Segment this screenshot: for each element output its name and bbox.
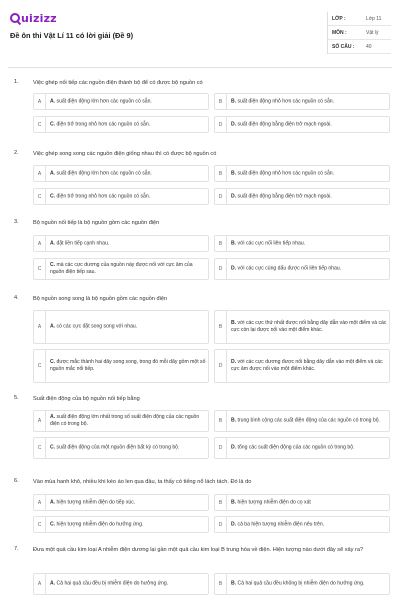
question-text: Bộ nguồn song song là bộ nguồn gồm các nguồn điện	[33, 296, 168, 302]
option-letter: A	[34, 411, 46, 431]
question-number: 1.	[14, 79, 19, 85]
meta-row-count: SỐ CÂU : 40	[328, 40, 391, 54]
option-letter: C	[34, 189, 46, 204]
option-text: D. cả ba hiện tượng nhiễm điện nêu trên.	[231, 521, 325, 527]
option-b[interactable]	[214, 165, 390, 182]
option-text: A. có các cực đặt song song với nhau.	[50, 323, 138, 330]
option-text: A. Cả hai quả cầu đều bị nhiễm điện do hưởng ứng.	[50, 580, 169, 587]
option-text: C. suất điện động của một nguồn điện bất kỳ có trong bộ.	[50, 444, 180, 451]
option-d[interactable]	[214, 437, 390, 459]
option-a[interactable]	[33, 93, 209, 110]
option-letter: C	[34, 117, 46, 132]
logo-q-icon	[10, 13, 20, 23]
meta-row-class: LỚP : Lớp 11	[328, 12, 391, 26]
meta-row-subject: MÔN : Vật lý	[328, 26, 391, 40]
question-number: 7.	[14, 546, 19, 552]
option-c[interactable]	[33, 349, 209, 383]
option-letter: B	[215, 574, 227, 594]
option-letter: C	[34, 517, 46, 532]
logo-text: uizizz	[21, 12, 57, 25]
option-d[interactable]	[214, 349, 390, 383]
quizizz-logo	[10, 12, 57, 25]
option-text: C. mà các cực dương của nguồn này được nối với cực âm của nguồn điện tiếp sau.	[50, 262, 193, 275]
option-d[interactable]	[214, 516, 390, 533]
worksheet-header	[0, 0, 400, 68]
option-b[interactable]	[214, 93, 390, 110]
option-text: C. điện trở trong nhỏ hơn các nguồn có sẵn.	[50, 193, 151, 199]
option-text: A. suất điện động lớn nhất trong số suất điện động của các nguồn điện có trong bộ.	[50, 414, 200, 427]
option-letter: D	[215, 259, 227, 279]
option-text: B. với các cực thứ nhất được nối bằng dây dẫn vào một điểm và các cực còn lại được nối vào một điểm khác.	[231, 320, 387, 333]
question-number: 6.	[14, 478, 19, 484]
question-text: Bộ nguồn nối tiếp là bộ nguồn gồm các nguồn điện	[33, 220, 160, 226]
option-text: B. Cả hai quả cầu đều không bị nhiễm điện do hưởng ứng.	[231, 580, 365, 587]
option-text: D. tổng các suất điện động của các nguồn có trong bộ.	[231, 444, 355, 451]
question-number: 2.	[14, 150, 19, 156]
option-letter: D	[215, 438, 227, 458]
option-text: C. được mắc thành hai dãy song song, trong đó mỗi dãy gồm một số nguồn mắc nối tiếp.	[50, 359, 206, 372]
option-letter: A	[34, 94, 46, 109]
option-a[interactable]	[33, 235, 209, 252]
option-b[interactable]	[214, 310, 390, 344]
option-letter: B	[215, 166, 227, 181]
question-text: Việc ghép nối tiếp các nguồn điện thành bộ để có được bộ nguồn có	[33, 80, 203, 86]
question-text: Đưa một quả cầu kim loại A nhiễm điện dương lại gần một quả cầu kim loại B trung hòa về điện. Hiện tượng nào dưới đây sẽ xảy ra?	[33, 547, 364, 553]
option-letter: D	[215, 189, 227, 204]
option-a[interactable]	[33, 165, 209, 182]
option-letter: C	[34, 438, 46, 458]
option-c[interactable]	[33, 188, 209, 205]
option-a[interactable]	[33, 494, 209, 511]
question-text: Việc ghép song song các nguồn điện giống nhau thì có được bộ nguồn có	[33, 151, 217, 157]
option-a[interactable]	[33, 573, 209, 595]
option-text: D. với các cực cùng dấu được nối liên tiếp nhau.	[231, 265, 342, 272]
option-letter: B	[215, 94, 227, 109]
option-letter: C	[34, 259, 46, 279]
page-title: Đề ôn thi Vật Lí 11 có lời giải (Đề 9)	[10, 31, 134, 40]
option-letter: B	[215, 311, 227, 343]
option-b[interactable]	[214, 494, 390, 511]
option-text: B. hiện tượng nhiễm điện do cọ xát	[231, 499, 311, 505]
question-number: 5.	[14, 395, 19, 401]
option-letter: A	[34, 236, 46, 251]
option-c[interactable]	[33, 437, 209, 459]
option-text: A. suất điện động lớn hơn các nguồn có sẵn.	[50, 98, 152, 104]
option-text: B. với các cực nối liên tiếp nhau.	[231, 240, 306, 246]
option-text: D. suất điện động bằng điện trở mạch ngoài.	[231, 193, 332, 199]
option-letter: A	[34, 495, 46, 510]
option-a[interactable]	[33, 310, 209, 344]
option-text: D. với các cực dương được nối bằng dây dẫn vào một điểm và các cực âm được nối vào một điểm khác.	[231, 359, 383, 372]
meta-table	[327, 12, 391, 54]
option-letter: B	[215, 236, 227, 251]
option-letter: A	[34, 574, 46, 594]
question-number: 4.	[14, 295, 19, 301]
option-text: B. trung bình cộng các suất điện động của các nguồn có trong bộ.	[231, 417, 380, 424]
option-letter: D	[215, 517, 227, 532]
option-c[interactable]	[33, 516, 209, 533]
question-text: Suất điện động của bộ nguồn nối tiếp bằng	[33, 396, 140, 402]
option-d[interactable]	[214, 116, 390, 133]
option-letter: A	[34, 311, 46, 343]
option-b[interactable]	[214, 573, 390, 595]
option-letter: B	[215, 495, 227, 510]
option-a[interactable]	[33, 410, 209, 432]
header-divider	[8, 67, 392, 68]
option-text: C. điện trở trong nhỏ hơn các nguồn có sẵn.	[50, 121, 151, 127]
option-d[interactable]	[214, 188, 390, 205]
option-letter: C	[34, 350, 46, 382]
option-letter: D	[215, 350, 227, 382]
option-b[interactable]	[214, 235, 390, 252]
option-b[interactable]	[214, 410, 390, 432]
option-text: B. suất điện động nhỏ hơn các nguồn có sẵn.	[231, 98, 335, 104]
option-c[interactable]	[33, 116, 209, 133]
option-c[interactable]	[33, 258, 209, 280]
option-text: C. hiện tượng nhiễm điện do hưởng ứng.	[50, 521, 144, 527]
option-text: A. đặt liền tiếp cạnh nhau.	[50, 240, 110, 246]
option-text: A. hiện tượng nhiễm điện do tiếp xúc.	[50, 499, 136, 505]
question-number: 3.	[14, 219, 19, 225]
option-letter: A	[34, 166, 46, 181]
option-letter: D	[215, 117, 227, 132]
question-text: Vào mùa hanh khô, nhiều khi kéo áo len qua đầu, ta thấy có tiếng nổ lách tách. Đó là do	[33, 479, 252, 485]
option-text: B. suất điện động nhỏ hơn các nguồn có sẵn.	[231, 170, 335, 176]
option-letter: B	[215, 411, 227, 431]
option-text: D. suất điện động bằng điện trở mạch ngoài.	[231, 121, 332, 127]
option-d[interactable]	[214, 258, 390, 280]
option-text: A. suất điện động lớn hơn các nguồn có sẵn.	[50, 170, 152, 176]
